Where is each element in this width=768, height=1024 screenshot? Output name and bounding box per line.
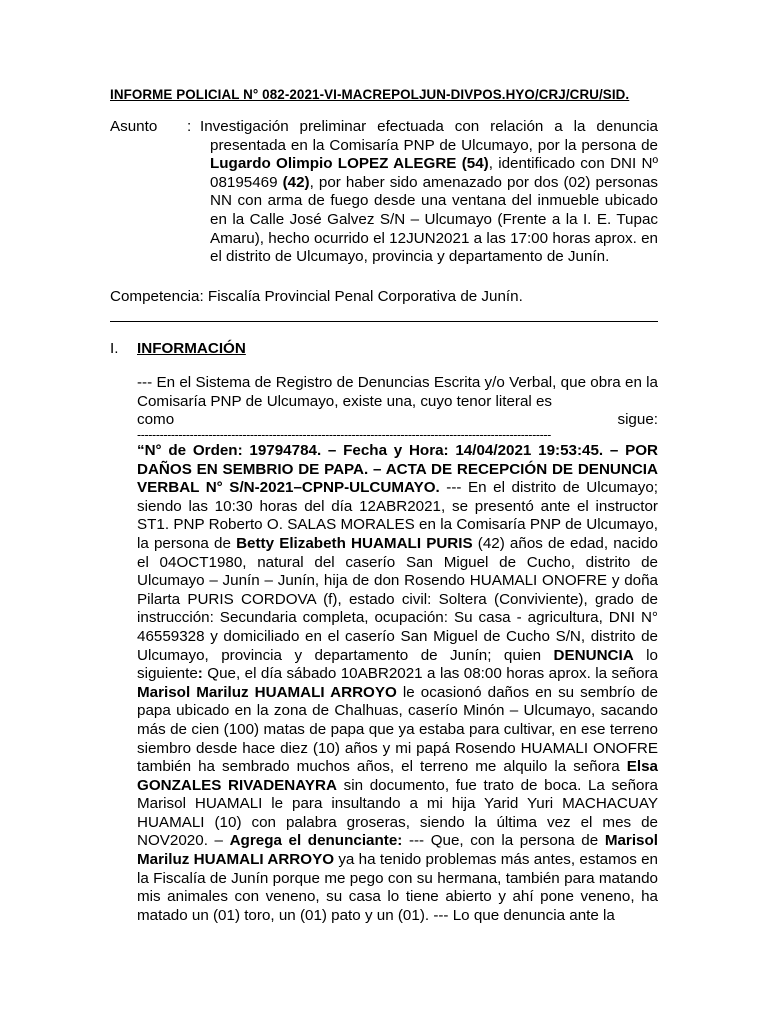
body-text: lo siguiente [137,646,658,683]
section-number: I. [110,340,119,357]
body-text: le ocasionó daños en su sembrío de papa ubicado en la zona de Chalhuas, caserío Minón – Ulcumayo, sacando más de cien (100) matas de papa que ya estaba para cultivar, en ese terreno siembro desde hace diez (10) años y mi papá Rosendo HUAMALI ONOFRE también ha sembrado muchos años, el terreno me alquilo la señora [137,683,658,776]
section-title: INFORMACIÓN [137,340,246,357]
asunto-text [210,137,658,267]
asunto-text-part: , por haber sido amenazado por dos (02) personas NN con arma de fuego desde una ventana del inmueble ubicado en la Calle José Galvez S/N – Ulcumayo (Frente a la I. E. Tupac Amaru), hecho ocurrido el 12JUN2021 a las 17:00 horas aprox. en el distrito de Ulcumayo, provincia y departamento de Junín. [210,173,658,266]
body-bold: “N° de Orden: 19794784. – Fecha y Hora: 14/04/2021 19:53:45. – POR DAÑOS EN SEMBRIO DE PAPA. – ACTA DE RECEPCIÓN DE DENUNCIA VERBAL N° S/N-2021–CPNP-ULCUMAYO. [137,442,658,497]
body-bold: Elsa GONZALES RIVADENAYRA [137,758,658,794]
body-text: Que, el día sábado 10ABR2021 a las 08:00 horas aprox. la señora [202,665,658,683]
body-bold: Marisol Mariluz HUAMALI ARROYO [137,832,658,869]
asunto-first-line: Investigación preliminar efectuada con relación a la denuncia [200,118,658,135]
body-bold: Marisol Mariluz HUAMALI ARROYO [137,683,397,701]
body-text: (42) años de edad, nacido el 04OCT1980, natural del caserío San Miguel de Cucho, distrito de Ulcumayo – Junín – Junín, hija de don Rosendo HUAMALI ONOFRE y doña Pilarta PURIS CORDOVA (f), estado civil: Soltera (Conviviente), grado de instrucción: Secundaria completa, ocupación: Su casa - agricultura, DNI N° 46559328 y domiciliado en el caserío San Miguel de Cucho S/N, distrito de Ulcumayo, provincia y departamento de Junín; quien [137,534,658,664]
body-text: --- En el distrito de Ulcumayo; siendo las 10:30 horas del día 12ABR2021, se presentó ante el instructor ST1. PNP Roberto O. SALAS MORALES en la Comisaría PNP de Ulcumayo, la persona de [137,479,658,552]
body-bold: : [197,665,203,683]
horizontal-rule [110,321,658,322]
body-text: sin documento, fue trato de boca. La señora Marisol HUAMALI le para insultando a mi hija Yarid Yuri MACHACUAY HUAMALI (10) con palabra groseras, siendo la última vez el mes de NOV2020. – [137,776,658,850]
body-text: ya ha tenido problemas más antes, estamos en la Fiscalía de Junín porque me pego con su hermana, también para matando mis animales con veneno, su casa lo tiene abierto y ahí pone veneno, ha matado un (01) toro, un (01) pato y un (01). --- Lo que denuncia ante la [137,851,658,924]
body-bold: DENUNCIA [553,646,634,664]
asunto-text-part: presentada en la Comisaría PNP de Ulcumayo, por la persona de [210,136,658,154]
complaint-body [137,442,658,925]
asunto-label: Asunto [110,118,158,135]
asunto-text-part: , identificado con DNI Nº 08195469 [210,155,659,191]
body-text: --- Que, con la persona de [402,832,605,850]
competencia-line: Competencia: Fiscalía Provincial Penal Corporativa de Junín. [110,288,523,305]
asunto-bold-number: (42) [282,173,310,191]
dash-separator: -------------------------------------------------------------------------------------------------------------- [137,428,551,442]
asunto-colon: : [187,118,192,135]
body-bold: Betty Elizabeth HUAMALI PURIS [236,534,473,552]
intro-word: como [137,411,175,429]
body-bold: Agrega el denunciante: [229,832,403,850]
section-intro: --- En el Sistema de Registro de Denuncias Escrita y/o Verbal, que obra en la Comisaría PNP de Ulcumayo, existe una, cuyo tenor literal es [137,374,658,410]
intro-word: sigue: [617,411,658,429]
complainant-name: Lugardo Olimpio LOPEZ ALEGRE (54) [210,155,489,173]
report-title: INFORME POLICIAL N° 082-2021-VI-MACREPOLJUN-DIVPOS.HYO/CRJ/CRU/SID. [110,87,630,102]
